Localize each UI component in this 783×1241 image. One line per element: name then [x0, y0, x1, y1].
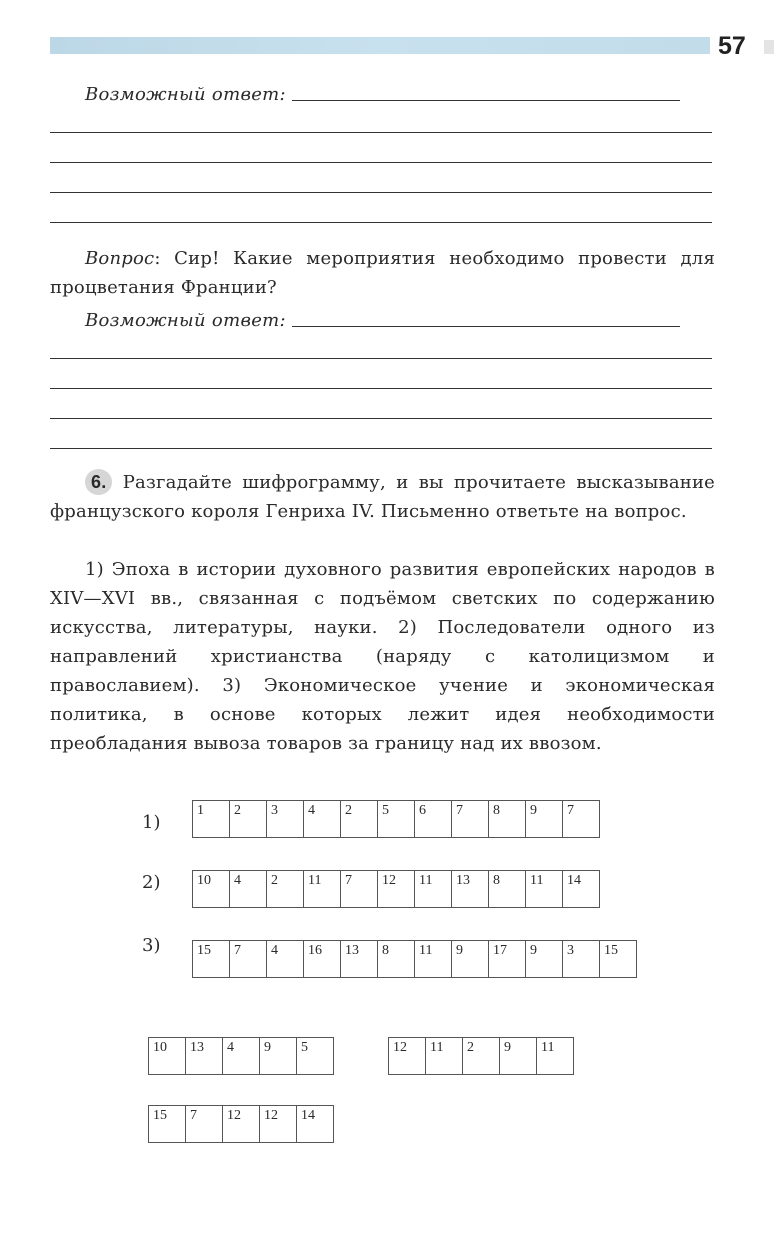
- cipher-cell[interactable]: 5: [296, 1037, 334, 1075]
- phrase-word-1: [148, 1037, 333, 1075]
- cipher-cell[interactable]: 11: [414, 940, 452, 978]
- phrase-word-2: [388, 1037, 573, 1075]
- cipher-cell[interactable]: 14: [562, 870, 600, 908]
- cipher-cell[interactable]: 7: [562, 800, 600, 838]
- cipher-cell[interactable]: 7: [185, 1105, 223, 1143]
- answer-row-1: [85, 84, 680, 105]
- cipher-cell[interactable]: 12: [259, 1105, 297, 1143]
- cipher-cell[interactable]: 11: [536, 1037, 574, 1075]
- cipher-cell[interactable]: 2: [266, 870, 304, 908]
- cipher-row-3: [192, 940, 636, 978]
- cipher-cell[interactable]: 13: [451, 870, 489, 908]
- answer-label: Возможный ответ:: [85, 310, 286, 331]
- cipher-cell[interactable]: 10: [148, 1037, 186, 1075]
- question-paragraph: [50, 244, 715, 302]
- cipher-cell[interactable]: 15: [599, 940, 637, 978]
- cipher-cell[interactable]: 8: [488, 870, 526, 908]
- answer-line[interactable]: [50, 358, 712, 359]
- cipher-cell[interactable]: 12: [377, 870, 415, 908]
- cipher-cell[interactable]: 3: [266, 800, 304, 838]
- cipher-cell[interactable]: 14: [296, 1105, 334, 1143]
- cipher-cell[interactable]: 11: [303, 870, 341, 908]
- cipher-cell[interactable]: 16: [303, 940, 341, 978]
- page-edge-mark: [764, 40, 774, 54]
- cipher-cell[interactable]: 9: [525, 940, 563, 978]
- task-intro: [50, 468, 715, 526]
- header-bar: [50, 37, 710, 54]
- cipher-cell[interactable]: 6: [414, 800, 452, 838]
- cipher-cell[interactable]: 12: [388, 1037, 426, 1075]
- cipher-row-1: [192, 800, 599, 838]
- cipher-cell[interactable]: 3: [562, 940, 600, 978]
- cipher-cell[interactable]: 12: [222, 1105, 260, 1143]
- cipher-cell[interactable]: 7: [229, 940, 267, 978]
- cipher-cell[interactable]: 2: [462, 1037, 500, 1075]
- cipher-cell[interactable]: 15: [148, 1105, 186, 1143]
- cipher-cell[interactable]: 4: [222, 1037, 260, 1075]
- cipher-cell[interactable]: 2: [340, 800, 378, 838]
- cipher-cell[interactable]: 17: [488, 940, 526, 978]
- cipher-row-label-3: 3): [142, 935, 161, 956]
- cipher-cell[interactable]: 4: [266, 940, 304, 978]
- cipher-cell[interactable]: 9: [259, 1037, 297, 1075]
- answer-line[interactable]: [292, 325, 680, 327]
- cipher-cell[interactable]: 9: [499, 1037, 537, 1075]
- answer-line[interactable]: [292, 99, 680, 101]
- cipher-cell[interactable]: 11: [414, 870, 452, 908]
- cipher-cell[interactable]: 11: [425, 1037, 463, 1075]
- cipher-cell[interactable]: 8: [377, 940, 415, 978]
- cipher-row-label-2: 2): [142, 872, 161, 893]
- question-text: : Сир! Какие мероприятия необходимо провести для процветания Франции?: [50, 248, 715, 298]
- answer-line[interactable]: [50, 222, 712, 223]
- cipher-cell[interactable]: 11: [525, 870, 563, 908]
- question-label: Вопрос: [85, 248, 155, 269]
- cipher-cell[interactable]: 13: [340, 940, 378, 978]
- answer-line[interactable]: [50, 162, 712, 163]
- answer-row-2: [85, 310, 680, 331]
- cipher-row-label-1: 1): [142, 812, 161, 833]
- cipher-cell[interactable]: 7: [340, 870, 378, 908]
- answer-line[interactable]: [50, 132, 712, 133]
- cipher-cell[interactable]: 9: [525, 800, 563, 838]
- task-clues: 1) Эпоха в истории духовного развития европейских народов в XIV—XVI вв., связанная с подъёмом светских по содержанию искусства, литературы, науки. 2) Последователи одного из направлений христианства (наряду с католицизмом и православием). 3) Экономическое учение и экономическая политика, в основе которых лежит идея необходимости преобладания вывоза товаров за границу над их ввозом.: [50, 559, 715, 754]
- cipher-cell[interactable]: 8: [488, 800, 526, 838]
- cipher-cell[interactable]: 15: [192, 940, 230, 978]
- phrase-word-3: [148, 1105, 333, 1143]
- cipher-cell[interactable]: 9: [451, 940, 489, 978]
- cipher-cell[interactable]: 13: [185, 1037, 223, 1075]
- cipher-cell[interactable]: 7: [451, 800, 489, 838]
- cipher-cell[interactable]: 1: [192, 800, 230, 838]
- answer-line[interactable]: [50, 418, 712, 419]
- cipher-cell[interactable]: 2: [229, 800, 267, 838]
- answer-line[interactable]: [50, 388, 712, 389]
- page-number: 57: [718, 32, 746, 60]
- cipher-row-2: [192, 870, 599, 908]
- answer-line[interactable]: [50, 192, 712, 193]
- task-intro-text: Разгадайте шифрограмму, и вы прочитаете высказывание французского короля Генриха IV. Письменно ответьте на вопрос.: [50, 472, 716, 522]
- cipher-cell[interactable]: 10: [192, 870, 230, 908]
- cipher-cell[interactable]: 4: [303, 800, 341, 838]
- answer-line[interactable]: [50, 448, 712, 449]
- cipher-cell[interactable]: 5: [377, 800, 415, 838]
- answer-label: Возможный ответ:: [85, 84, 286, 105]
- cipher-cell[interactable]: 4: [229, 870, 267, 908]
- task-number-badge: 6.: [85, 469, 112, 495]
